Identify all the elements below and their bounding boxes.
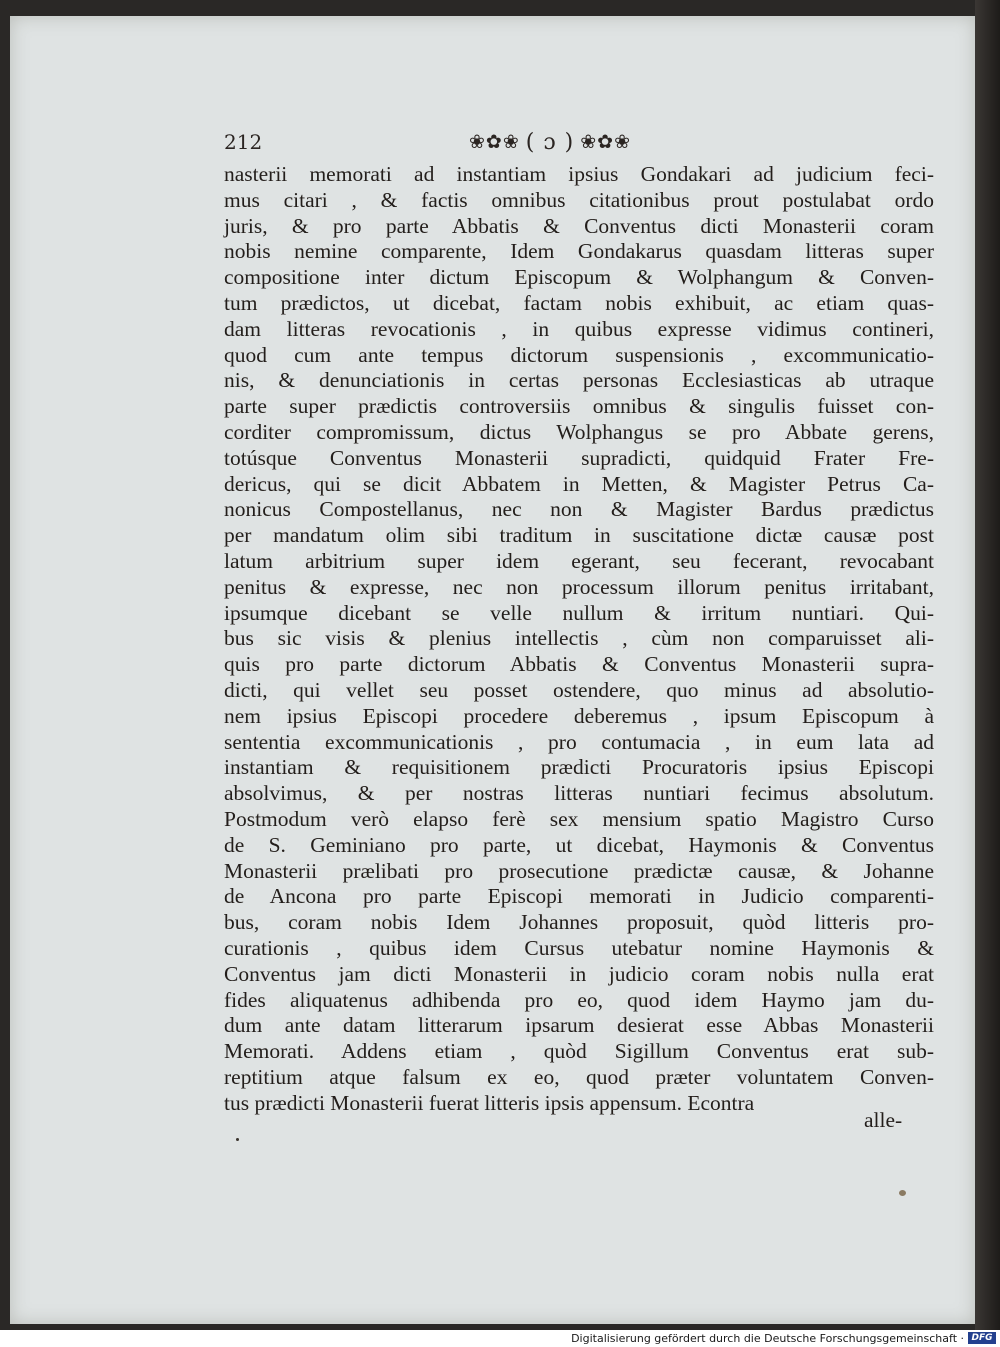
text-line: curationis , quibus idem Cursus utebatur nomine Haymonis & bbox=[224, 935, 934, 960]
paper-speck bbox=[899, 1190, 906, 1196]
text-line: Memorati. Addens etiam , quòd Sigillum Conventus erat sub- bbox=[224, 1039, 934, 1064]
text-line: quis pro parte dictorum Abbatis & Conventus Monasterii supra- bbox=[224, 652, 934, 677]
page-number: 212 bbox=[224, 130, 263, 154]
text-line: juris, & pro parte Abbatis & Conventus dicti Monasterii coram bbox=[224, 213, 934, 238]
text-line: per mandatum olim sibi traditum in suscitatione dictæ causæ post bbox=[224, 523, 934, 548]
text-line: dericus, qui se dicit Abbatem in Metten, & Magister Petrus Ca- bbox=[224, 471, 934, 496]
ornament-right-icon: ❀✿❀ bbox=[580, 131, 632, 153]
text-line: fides aliquatenus adhibenda pro eo, quod idem Haymo jam du- bbox=[224, 987, 934, 1012]
text-line: tum prædictos, ut dicebat, factam nobis exhibuit, ac etiam quas- bbox=[224, 290, 934, 315]
ornament-center: ( ɔ ) bbox=[525, 129, 575, 155]
dfg-logo-icon: DFG bbox=[968, 1332, 996, 1344]
text-line: bus sic visis & plenius intellectis , cùm non comparuisset ali- bbox=[224, 626, 934, 651]
text-line: parte super prædictis controversiis omnibus & singulis fuisset con- bbox=[224, 394, 934, 419]
text-line: corditer compromissum, dictus Wolphangus se pro Abbate gerens, bbox=[224, 419, 934, 444]
text-line: Monasterii prælibati pro prosecutione prædictæ causæ, & Johanne bbox=[224, 858, 934, 883]
body-text bbox=[224, 162, 934, 1116]
text-line: penitus & expresse, nec non processum illorum penitus irritabant, bbox=[224, 574, 934, 599]
text-line: reptitium atque falsum ex eo, quod præter voluntatem Conven- bbox=[224, 1064, 934, 1089]
text-line: dum ante datam litterarum ipsarum desierat esse Abbas Monasterii bbox=[224, 1013, 934, 1038]
text-line: nobis nemine comparente, Idem Gondakarus quasdam litteras super bbox=[224, 239, 934, 264]
header-ornament bbox=[469, 128, 631, 156]
text-line: nis, & denunciationis in certas personas Ecclesiasticas ab utraque bbox=[224, 368, 934, 393]
catchword: alle- bbox=[864, 1108, 903, 1132]
text-line: sententia excommunicationis , pro contumacia , in eum lata ad bbox=[224, 729, 934, 754]
paper-speck bbox=[236, 1138, 239, 1141]
text-line: instantiam & requisitionem prædicti Procuratoris ipsius Episcopi bbox=[224, 755, 934, 780]
text-line: latum arbitrium super idem egerant, seu fecerant, revocabant bbox=[224, 548, 934, 573]
text-line: nem ipsius Episcopi procedere deberemus , ipsum Episcopum à bbox=[224, 703, 934, 728]
text-line: dicti, qui vellet seu posset ostendere, quo minus ad absolutio- bbox=[224, 677, 934, 702]
text-line: ipsumque dicebant se velle nullum & irritum nuntiari. Qui- bbox=[224, 600, 934, 625]
text-line: Conventus jam dicti Monasterii in judicio coram nobis nulla erat bbox=[224, 961, 934, 986]
footer-bar bbox=[0, 1330, 1000, 1347]
ornament-left-icon: ❀✿❀ bbox=[469, 131, 520, 153]
funding-credit: Digitalisierung gefördert durch die Deutsche Forschungsgemeinschaft · bbox=[571, 1332, 964, 1345]
text-line: quod cum ante tempus dictorum suspensionis , excommunicatio- bbox=[224, 342, 934, 367]
text-line: totúsque Conventus Monasterii supradicti, quidquid Frater Fre- bbox=[224, 445, 934, 470]
text-line: bus, coram nobis Idem Johannes proposuit, quòd litteris pro- bbox=[224, 910, 934, 935]
text-line: de S. Geminiano pro parte, ut dicebat, Haymonis & Conventus bbox=[224, 832, 934, 857]
page-header bbox=[224, 128, 934, 160]
book-spine bbox=[975, 0, 1000, 1347]
text-line: absolvimus, & per nostras litteras nuntiari fecimus absolutum. bbox=[224, 781, 934, 806]
text-line: compositione inter dictum Episcopum & Wolphangum & Conven- bbox=[224, 265, 934, 290]
text-line: tus prædicti Monasterii fuerat litteris ipsis appensum. Econtra bbox=[224, 1090, 755, 1115]
text-line: Postmodum verò elapso ferè sex mensium spatio Magistro Curso bbox=[224, 806, 934, 831]
text-line: nasterii memorati ad instantiam ipsius Gondakari ad judicium feci- bbox=[224, 162, 934, 186]
text-line: nonicus Compostellanus, nec non & Magister Bardus prædictus bbox=[224, 497, 934, 522]
text-line: mus citari , & factis omnibus citationibus prout postulabat ordo bbox=[224, 187, 934, 212]
text-line: de Ancona pro parte Episcopi memorati in Judicio comparenti- bbox=[224, 884, 934, 909]
text-line: dam litteras revocationis , in quibus expresse vidimus contineri, bbox=[224, 316, 934, 341]
